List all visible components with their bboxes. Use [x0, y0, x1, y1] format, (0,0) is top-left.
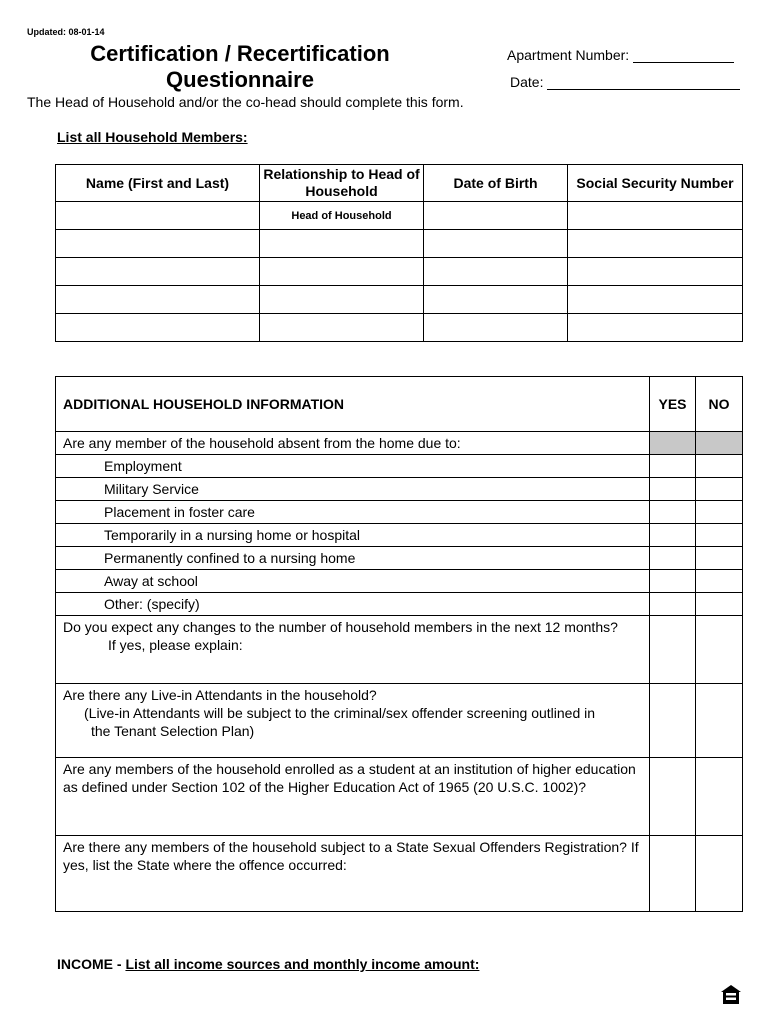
- dob-cell[interactable]: [424, 202, 568, 230]
- list-item: [56, 547, 743, 570]
- income-label: List all income sources and monthly income amount:: [125, 956, 480, 972]
- page-title-line-1: Certification / Recertification: [90, 41, 390, 66]
- table-row: [56, 202, 743, 230]
- relationship-cell: Head of Household: [260, 202, 424, 230]
- page-title-line-2: Questionnaire: [166, 67, 314, 92]
- question-offender: Are there any members of the household subject to a State Sexual Offenders Registration? If yes, list the State where the offence occurred:: [56, 836, 650, 912]
- absent-reason: Permanently confined to a nursing home: [56, 547, 650, 570]
- table-row: [56, 230, 743, 258]
- absent-reason: Placement in foster care: [56, 501, 650, 524]
- date-line[interactable]: [547, 74, 740, 90]
- question-livein-sub2: the Tenant Selection Plan): [91, 723, 255, 739]
- yes-cell: [650, 432, 696, 455]
- list-item: [56, 570, 743, 593]
- yes-cell[interactable]: [650, 501, 696, 524]
- question-student: Are any members of the household enrolled as a student at an institution of higher education as defined under Section 102 of the Higher Education Act of 1965 (20 U.S.C. 1002)?: [56, 758, 650, 836]
- absent-reason: Employment: [56, 455, 650, 478]
- table-row: [56, 314, 743, 342]
- yes-cell[interactable]: [650, 478, 696, 501]
- yes-header: YES: [650, 377, 696, 432]
- apartment-number-line[interactable]: [633, 47, 734, 63]
- ssn-cell[interactable]: [568, 286, 743, 314]
- list-item: [56, 593, 743, 616]
- absent-reason: Away at school: [56, 570, 650, 593]
- dob-cell[interactable]: [424, 286, 568, 314]
- info-header-row: [56, 377, 743, 432]
- question-absent-row: [56, 432, 743, 455]
- dob-cell[interactable]: [424, 314, 568, 342]
- no-cell[interactable]: [696, 455, 743, 478]
- members-header-row: [56, 165, 743, 202]
- no-cell[interactable]: [696, 758, 743, 836]
- yes-cell[interactable]: [650, 593, 696, 616]
- question-absent: Are any member of the household absent from the home due to:: [56, 432, 650, 455]
- yes-cell[interactable]: [650, 836, 696, 912]
- equal-housing-opportunity-icon: [720, 984, 742, 1006]
- date-field[interactable]: [510, 74, 740, 90]
- yes-cell[interactable]: [650, 524, 696, 547]
- apartment-number-field[interactable]: [507, 47, 734, 63]
- date-label: Date:: [510, 74, 544, 90]
- income-section-label: [57, 956, 479, 972]
- relationship-cell[interactable]: [260, 258, 424, 286]
- no-cell[interactable]: [696, 570, 743, 593]
- name-cell[interactable]: [56, 314, 260, 342]
- yes-cell[interactable]: [650, 547, 696, 570]
- question-livein-text: Are there any Live-in Attendants in the household?: [63, 687, 377, 703]
- list-item: [56, 501, 743, 524]
- question-livein-row: [56, 684, 743, 758]
- absent-reason: Temporarily in a nursing home or hospital: [56, 524, 650, 547]
- relationship-cell[interactable]: [260, 286, 424, 314]
- yes-cell[interactable]: [650, 616, 696, 684]
- question-changes: [56, 616, 650, 684]
- list-item: [56, 455, 743, 478]
- yes-cell[interactable]: [650, 758, 696, 836]
- no-header: NO: [696, 377, 743, 432]
- no-cell[interactable]: [696, 524, 743, 547]
- header-dob: Date of Birth: [424, 165, 568, 202]
- table-row: [56, 286, 743, 314]
- ssn-cell[interactable]: [568, 314, 743, 342]
- name-cell[interactable]: [56, 286, 260, 314]
- yes-cell[interactable]: [650, 684, 696, 758]
- question-livein-sub: (Live-in Attendants will be subject to the criminal/sex offender screening outlined in: [84, 705, 596, 721]
- ssn-cell[interactable]: [568, 258, 743, 286]
- question-changes-text: Do you expect any changes to the number of household members in the next 12 months?: [63, 619, 618, 635]
- name-cell[interactable]: [56, 230, 260, 258]
- dob-cell[interactable]: [424, 230, 568, 258]
- question-changes-sub: If yes, please explain:: [108, 637, 243, 653]
- yes-cell[interactable]: [650, 455, 696, 478]
- header-name: Name (First and Last): [56, 165, 260, 202]
- question-changes-row: [56, 616, 743, 684]
- list-item: [56, 478, 743, 501]
- updated-date: Updated: 08-01-14: [27, 27, 105, 37]
- absent-reason: Other: (specify): [56, 593, 650, 616]
- no-cell[interactable]: [696, 684, 743, 758]
- no-cell[interactable]: [696, 616, 743, 684]
- apartment-number-label: Apartment Number:: [507, 47, 630, 63]
- question-livein: [56, 684, 650, 758]
- members-section-label: List all Household Members:: [57, 129, 248, 145]
- income-prefix: INCOME -: [57, 956, 126, 972]
- info-header-title: ADDITIONAL HOUSEHOLD INFORMATION: [56, 377, 650, 432]
- no-cell[interactable]: [696, 478, 743, 501]
- relationship-cell[interactable]: [260, 230, 424, 258]
- header-ssn: Social Security Number: [568, 165, 743, 202]
- additional-info-table: [55, 376, 743, 912]
- household-members-table: [55, 164, 743, 342]
- relationship-cell[interactable]: [260, 314, 424, 342]
- absent-reason: Military Service: [56, 478, 650, 501]
- no-cell[interactable]: [696, 547, 743, 570]
- no-cell: [696, 432, 743, 455]
- no-cell[interactable]: [696, 836, 743, 912]
- question-student-row: [56, 758, 743, 836]
- dob-cell[interactable]: [424, 258, 568, 286]
- intro-text: The Head of Household and/or the co-head should complete this form.: [27, 94, 464, 110]
- no-cell[interactable]: [696, 501, 743, 524]
- ssn-cell[interactable]: [568, 202, 743, 230]
- name-cell[interactable]: [56, 258, 260, 286]
- no-cell[interactable]: [696, 593, 743, 616]
- header-relationship: Relationship to Head of Household: [260, 165, 424, 202]
- ssn-cell[interactable]: [568, 230, 743, 258]
- table-row: [56, 258, 743, 286]
- question-offender-row: [56, 836, 743, 912]
- name-cell[interactable]: [56, 202, 260, 230]
- yes-cell[interactable]: [650, 570, 696, 593]
- list-item: [56, 524, 743, 547]
